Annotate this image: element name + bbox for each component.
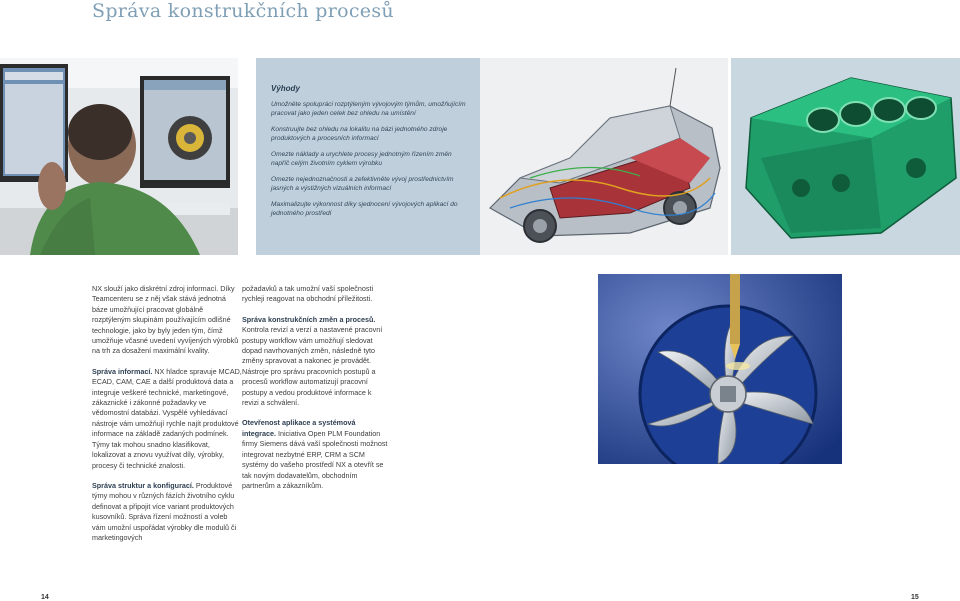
paragraph (92, 367, 242, 471)
benefit-item: Maximalizujte výkonnost díky sjednocení vývojových aplikací do jednotného prostředí (271, 201, 458, 217)
office-photo (0, 58, 238, 255)
paragraph-body: NX hladce spravuje MCAD, ECAD, CAM, CAE a další produktová data a integruje veškeré technické, marketingové, zákaznické i zákonné požadavky ve vědomostní databázi. Vyspělé vyhledávací nástroje vám umožňují rychle najít produktové informace na základě zadaných podmínek. Týmy tak mohou snadno klasifikovat, lokalizovat a znovu využívat díly, výrobky, procesy či technické znalosti. (92, 366, 242, 470)
paragraph-heading: Otevřenost aplikace a systémová integrace. (242, 418, 356, 438)
paragraph (242, 315, 390, 409)
benefit-item: Omezte náklady a urychlete procesy jednotným řízením změn napříč celým životním cyklem výrobku (271, 151, 452, 167)
turbine-machining-image (598, 274, 842, 464)
paragraph-body: Produktové týmy mohou v různých fázích životního cyklu definovat a připojit více variant produktových kusovníků. Správa řízení možností a voleb vám umožní uspořádat výrobky dle modulů či marketingových (92, 480, 237, 542)
paragraph: požadavků a tak umožní vaší společnosti rychleji reagovat na obchodní příležitosti. (242, 284, 374, 304)
paragraph-heading: Správa struktur a konfigurací. (92, 480, 194, 490)
page-title: Správa konstrukčních procesů (92, 0, 394, 22)
paragraph (242, 418, 390, 491)
paragraph (92, 481, 242, 543)
benefit-item: Omezte nejednoznačnosti a zefektivněte vývoj prostřednictvím jasných a výstižných vizuálních informací (271, 176, 454, 192)
paragraph-heading: Správa konstrukčních změn a procesů. (242, 314, 376, 324)
benefit-item: Konstruujte bez ohledu na lokalitu na bázi jednotného zdroje produktových a procesních informací (271, 126, 448, 142)
page-number-right: 15 (911, 594, 919, 601)
paragraph-heading: Správa informací. (92, 366, 153, 376)
page-number-left: 14 (41, 594, 49, 601)
text-column-right (242, 284, 390, 501)
benefits-box (256, 58, 480, 255)
paragraph-body: Kontrola revizí a verzí a nastavené pracovní postupy workflow vám umožňují sledovat dopad navrhovaných změn, následně tyto změny spravovat a nakonec je provádět. Nástroje pro správu pracovních postupů a procesů workflow automatizují pracovní postupy a vedou produktové informace k revizi a schválení. (242, 325, 383, 408)
paragraph: NX slouží jako diskrétní zdroj informací. Díky Teamcenteru se z něj však stává jednotná báze umožňující pracovat globálně rozptýleným skupinám používajícím odlišné technologie, jako by byly jeden tým, čímž umožňuje včasné uvedení vyvíjených výrobků na trh za dosažení maximální kvality. (92, 284, 239, 356)
paragraph-body: Iniciativa Open PLM Foundation firmy Siemens dává vaší společnosti možnost integrovat nezbytné ERP, CRM a SCM systémy do vašeho prostředí NX a otevřít se tak novým dodavatelům, obchodním partnerům a zákazníkům. (242, 428, 388, 490)
text-column-left (92, 284, 242, 553)
car-cad-image (480, 58, 728, 255)
benefit-item: Umožněte spolupráci rozptýleným vývojovým týmům, umožňujícím pracovat jako jeden celek bez ohledu na umístění (271, 101, 466, 117)
engine-block-image (731, 58, 960, 255)
benefits-heading: Výhody (271, 84, 300, 93)
